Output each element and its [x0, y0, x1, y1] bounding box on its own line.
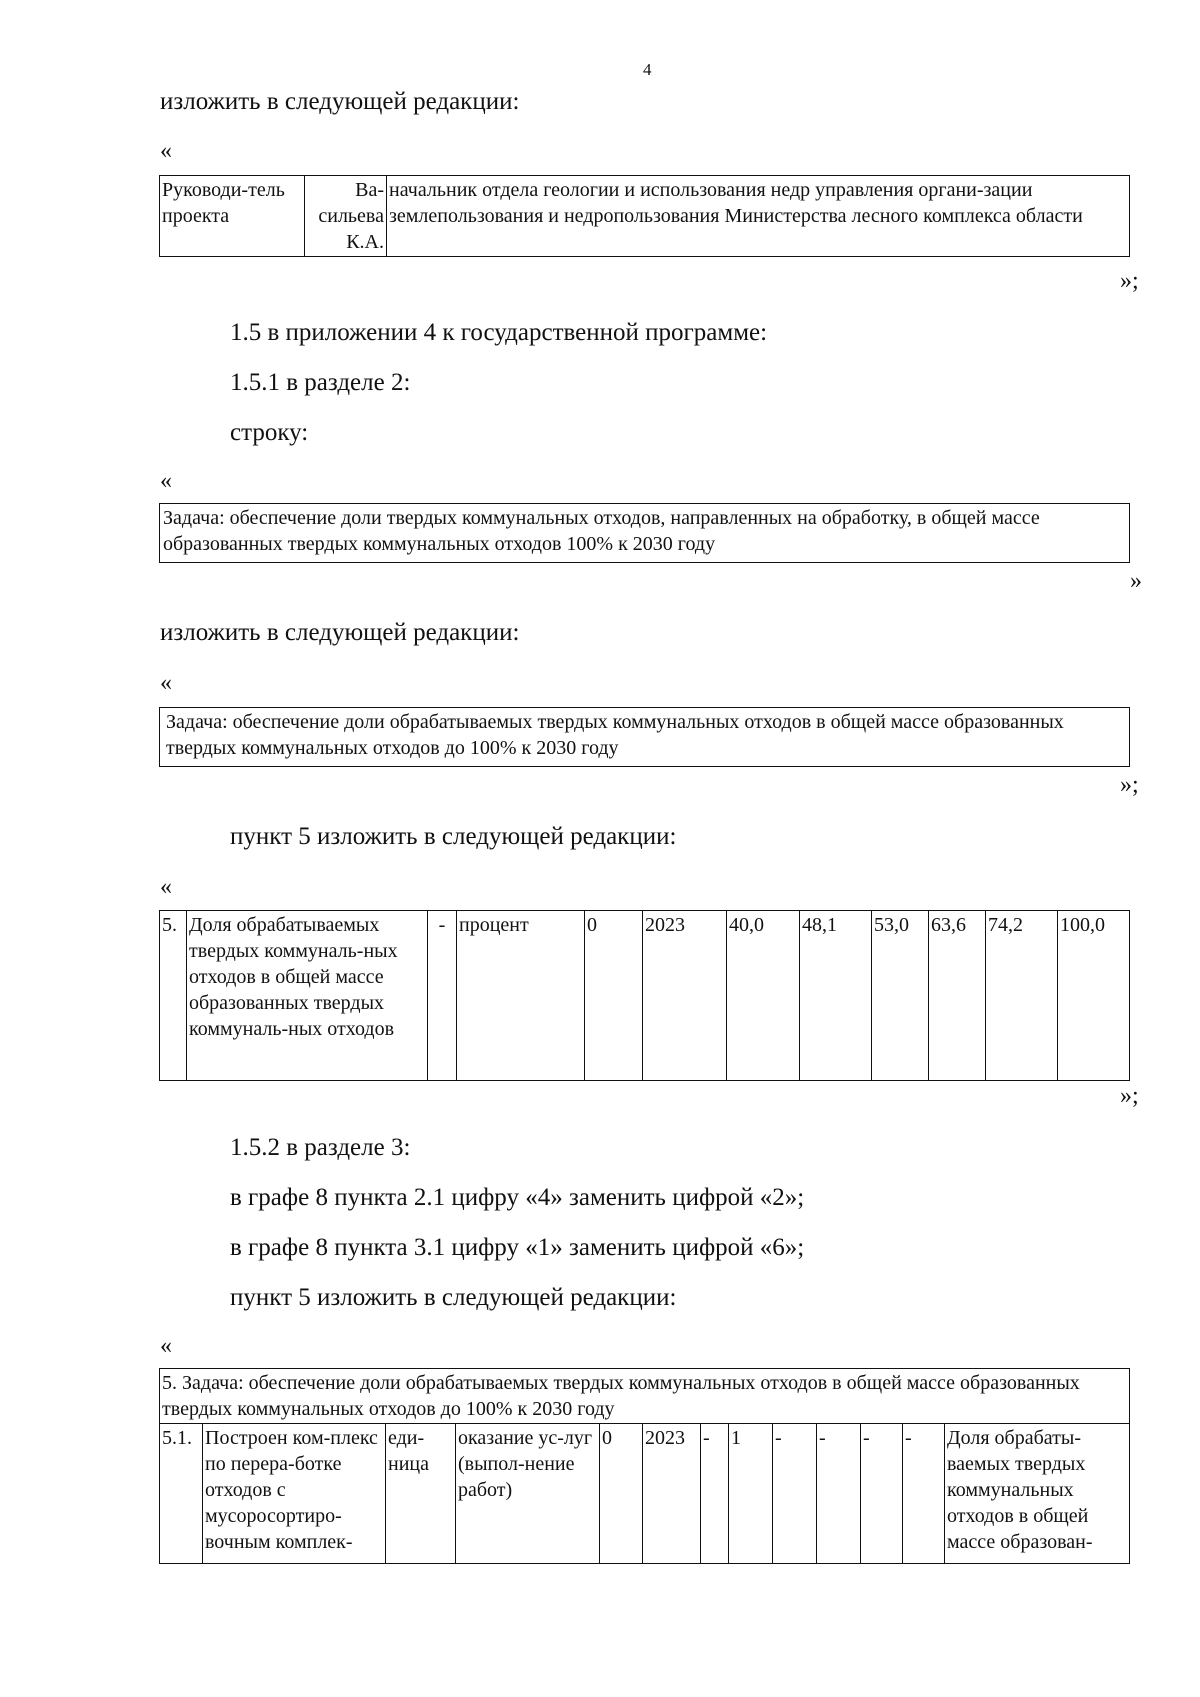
- page-number: 4: [643, 60, 652, 79]
- measure-type: оказание ус-луг (выпол-нение работ): [456, 1424, 600, 1564]
- row-number: 5.: [160, 911, 187, 1081]
- close-quote-2: »: [1130, 568, 1142, 594]
- open-quote-3: «: [160, 670, 172, 696]
- close-quote-4: »;: [1120, 1083, 1139, 1109]
- point5-intro-1: пункт 5 изложить в следующей редакции:: [230, 823, 677, 850]
- measure-indicator: Доля обрабаты-ваемых твердых коммунальных отходов в общей массе образован-: [945, 1424, 1130, 1564]
- table-row: [160, 1424, 1130, 1564]
- table-row: [160, 911, 1130, 1081]
- measure-cell-4: -: [817, 1424, 861, 1564]
- table-row: [160, 1369, 1130, 1424]
- open-quote-2: «: [160, 468, 172, 494]
- value-cell-2: 48,1: [800, 911, 872, 1081]
- measure-name: Построен ком-плекс по перера-ботке отходов с мусоросортиро-вочным комплек-: [203, 1424, 386, 1564]
- dash-cell: -: [428, 911, 457, 1081]
- indicator-table: [159, 910, 1130, 1081]
- measure-cell-3: -: [773, 1424, 817, 1564]
- base-year-cell: 2023: [643, 911, 727, 1081]
- measure-cell-5: -: [861, 1424, 903, 1564]
- value-cell-3: 53,0: [872, 911, 929, 1081]
- name-cell: Ва-сильева К.А.: [305, 176, 387, 257]
- task-new-box: Задача: обеспечение доли обрабатываемых твердых коммунальных отходов в общей массе образованных твердых коммунальных отходов до 100% к 2030 году: [159, 707, 1130, 767]
- measure-base: 0: [600, 1424, 643, 1564]
- role-cell: Руководи-тель проекта: [160, 176, 305, 257]
- unit-cell: процент: [457, 911, 585, 1081]
- close-quote-3: »;: [1120, 772, 1139, 798]
- task-header-cell: 5. Задача: обеспечение доли обрабатываемых твердых коммунальных отходов в общей массе образованных твердых коммунальных отходов до 100% к 2030 году: [160, 1369, 1130, 1424]
- value-cell-4: 63,6: [929, 911, 986, 1081]
- open-quote-5: «: [160, 1333, 172, 1359]
- measure-unit: еди-ница: [386, 1424, 456, 1564]
- open-quote-1: «: [160, 138, 172, 164]
- manager-table: [159, 175, 1130, 257]
- open-quote-4: «: [160, 874, 172, 900]
- measure-cell-2: 1: [729, 1424, 773, 1564]
- intro-text-2: изложить в следующей редакции:: [160, 619, 520, 646]
- value-cell-1: 40,0: [727, 911, 800, 1081]
- line-stroku: строку:: [230, 419, 309, 446]
- value-cell-6: 100,0: [1058, 911, 1130, 1081]
- value-cell-5: 74,2: [986, 911, 1058, 1081]
- item-1-5-2: 1.5.2 в разделе 3:: [230, 1134, 411, 1161]
- change-2-1: в графе 8 пункта 2.1 цифру «4» заменить цифрой «2»;: [230, 1184, 805, 1211]
- indicator-name: Доля обрабатываемых твердых коммуналь-ных отходов в общей массе образованных твердых коммуналь-ных отходов: [187, 911, 428, 1081]
- item-1-5: 1.5 в приложении 4 к государственной программе:: [230, 319, 768, 346]
- change-3-1: в графе 8 пункта 3.1 цифру «1» заменить цифрой «6»;: [230, 1234, 805, 1261]
- table-row: [160, 176, 1130, 257]
- measure-table: [159, 1368, 1130, 1564]
- measure-year: 2023: [643, 1424, 701, 1564]
- base-value-cell: 0: [585, 911, 643, 1081]
- item-1-5-1: 1.5.1 в разделе 2:: [230, 369, 411, 396]
- intro-text-1: изложить в следующей редакции:: [160, 88, 520, 115]
- measure-cell-1: -: [701, 1424, 729, 1564]
- measure-number: 5.1.: [160, 1424, 203, 1564]
- point5-intro-2: пункт 5 изложить в следующей редакции:: [230, 1284, 677, 1311]
- task-old-box: Задача: обеспечение доли твердых коммунальных отходов, направленных на обработку, в общей массе образованных твердых коммунальных отходов 100% к 2030 году: [159, 503, 1130, 563]
- close-quote-1: »;: [1120, 268, 1139, 294]
- position-cell: начальник отдела геологии и использования недр управления органи-зации землепользования и недропользования Министерства лесного комплекса области: [387, 176, 1130, 257]
- measure-cell-6: -: [903, 1424, 945, 1564]
